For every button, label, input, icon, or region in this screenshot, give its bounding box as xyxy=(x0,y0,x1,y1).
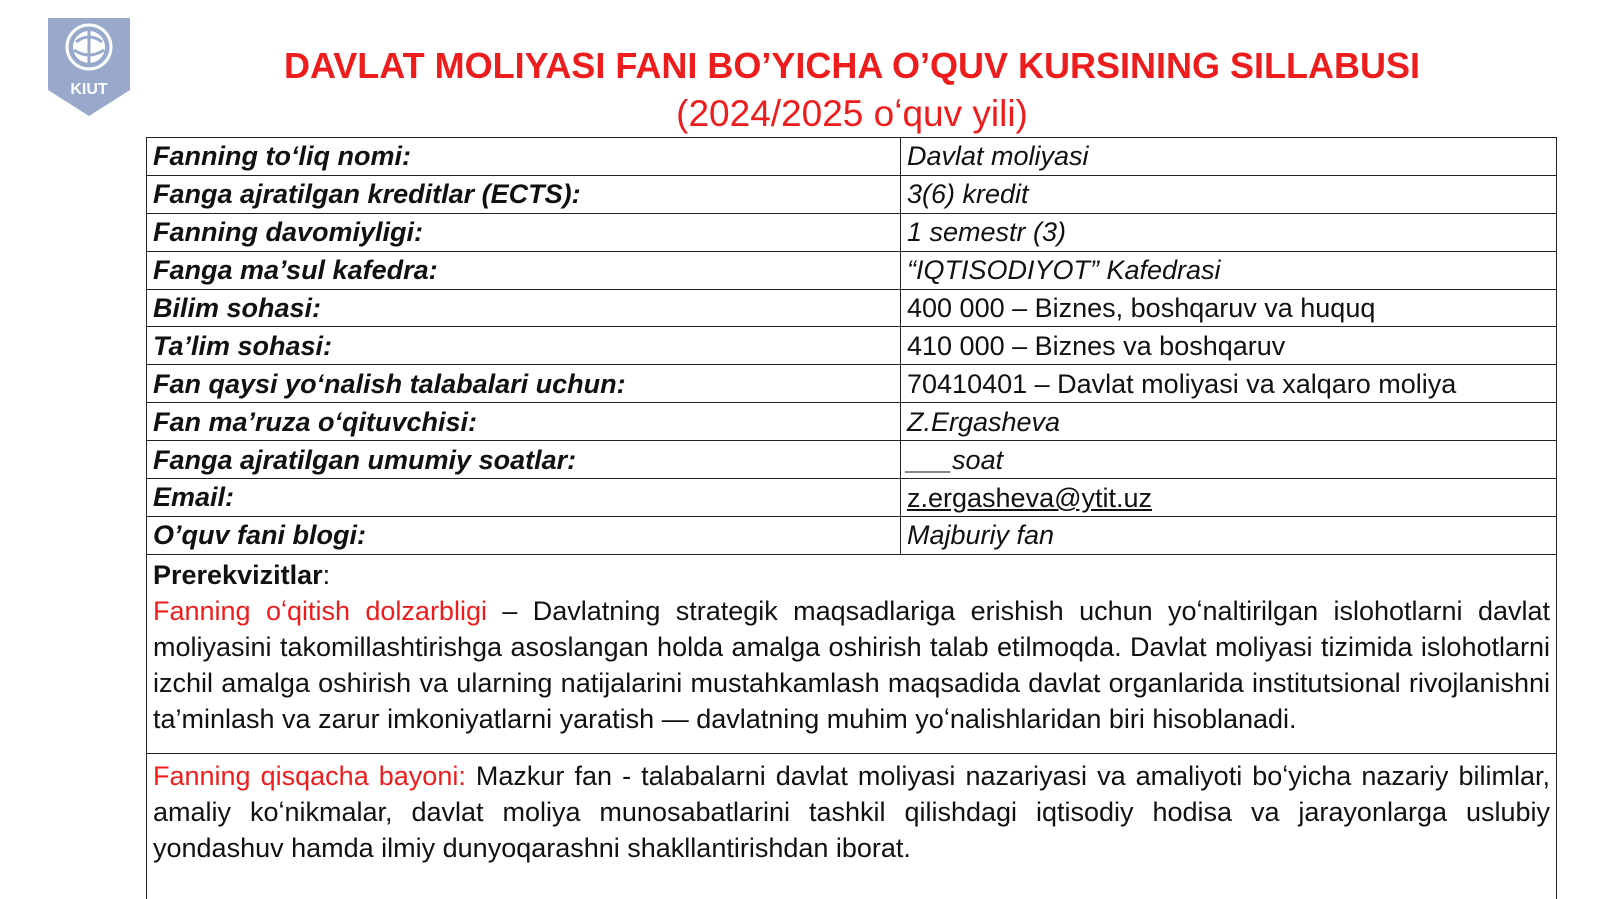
row-value: 410 000 – Biznes va boshqaruv xyxy=(901,327,1557,365)
row-label: Fanga ajratilgan kreditlar (ECTS): xyxy=(147,175,901,213)
row-label: Fanga ma’sul kafedra: xyxy=(147,251,901,289)
table-row-blog xyxy=(147,516,1556,554)
table-row xyxy=(147,441,1556,479)
row-label: Fanning davomiyligi: xyxy=(147,213,901,251)
row-value: Davlat moliyasi xyxy=(901,138,1557,175)
row-value: 70410401 – Davlat moliyasi va xalqaro moliya xyxy=(901,365,1557,403)
logo-text: KIUT xyxy=(70,81,108,98)
table-row xyxy=(147,251,1556,289)
row-value: ___soat xyxy=(901,441,1557,479)
table-row xyxy=(147,365,1556,403)
table-row-email xyxy=(147,479,1556,517)
row-value: 400 000 – Biznes, boshqaruv va huquq xyxy=(901,289,1557,327)
table-row xyxy=(147,175,1556,213)
table-row xyxy=(147,327,1556,365)
row-value: 3(6) kredit xyxy=(901,175,1557,213)
summary-lead: Fanning qisqacha bayoni: xyxy=(153,760,466,791)
row-value: “IQTISODIYOT” Kafedrasi xyxy=(901,251,1557,289)
summary-text: Mazkur fan - talabalarni davlat moliyasi nazariyasi va amaliyoti boʻyicha nazariy bilimlar, amaliy koʻnikmalar, davlat moliya munosabatlarini tashkil qilishdagi iqtisodiy hodisa va jarayonlarga uslubiy yondashuv hamda ilmiy dunyoqarashni shakllantirishdan iborat. xyxy=(153,760,1551,863)
row-label: Fan ma’ruza oʻqituvchisi: xyxy=(147,403,901,441)
row-label: Fanga ajratilgan umumiy soatlar: xyxy=(147,441,901,479)
row-value: Z.Ergasheva xyxy=(901,403,1557,441)
prerequisites-section xyxy=(147,555,1556,754)
table-row xyxy=(147,289,1556,327)
blog-value: Majburiy fan xyxy=(901,516,1557,554)
relevance-text: – Davlatning strategik maqsadlariga erishish uchun yoʻnaltirilgan islohotlarni davlat moliyasini takomillashtirishga asoslangan holda amalga oshirish talab etilmoqda. Davlat moliyasi tizimida islohotlarni izchil amalga oshirish va ularning natijalarini mustahkamlash maqsadida davlat organlarida institutsional rivojlanishni ta’minlash va zarur imkoniyatlarni yaratish — davlatning muhim yoʻnalishlaridan biri hisoblanadi. xyxy=(153,595,1550,734)
row-label: Bilim sohasi: xyxy=(147,289,901,327)
syllabus-table xyxy=(146,137,1557,899)
email-label: Email: xyxy=(147,479,901,517)
row-value: 1 semestr (3) xyxy=(901,213,1557,251)
page-subtitle: (2024/2025 oʻquv yili) xyxy=(676,93,1028,134)
page-title: DAVLAT MOLIYASI FANI BO’YICHA O’QUV KURSINING SILLABUSI xyxy=(283,45,1421,86)
prerequisites-heading: Prerekvizitlar xyxy=(153,559,323,590)
row-label: Fanning toʻliq nomi: xyxy=(147,138,901,175)
summary-section xyxy=(147,754,1556,866)
table-row xyxy=(147,213,1556,251)
prerequisites-colon: : xyxy=(322,559,331,590)
info-table xyxy=(147,138,1556,555)
email-link[interactable]: z.ergasheva@ytit.uz xyxy=(907,482,1153,513)
row-label: Ta’lim sohasi: xyxy=(147,327,901,365)
row-label: Fan qaysi yoʻnalish talabalari uchun: xyxy=(147,365,901,403)
table-row xyxy=(147,403,1556,441)
relevance-lead: Fanning oʻqitish dolzarbligi xyxy=(153,595,487,626)
table-row xyxy=(147,138,1556,175)
blog-label: O’quv fani blogi: xyxy=(147,516,901,554)
